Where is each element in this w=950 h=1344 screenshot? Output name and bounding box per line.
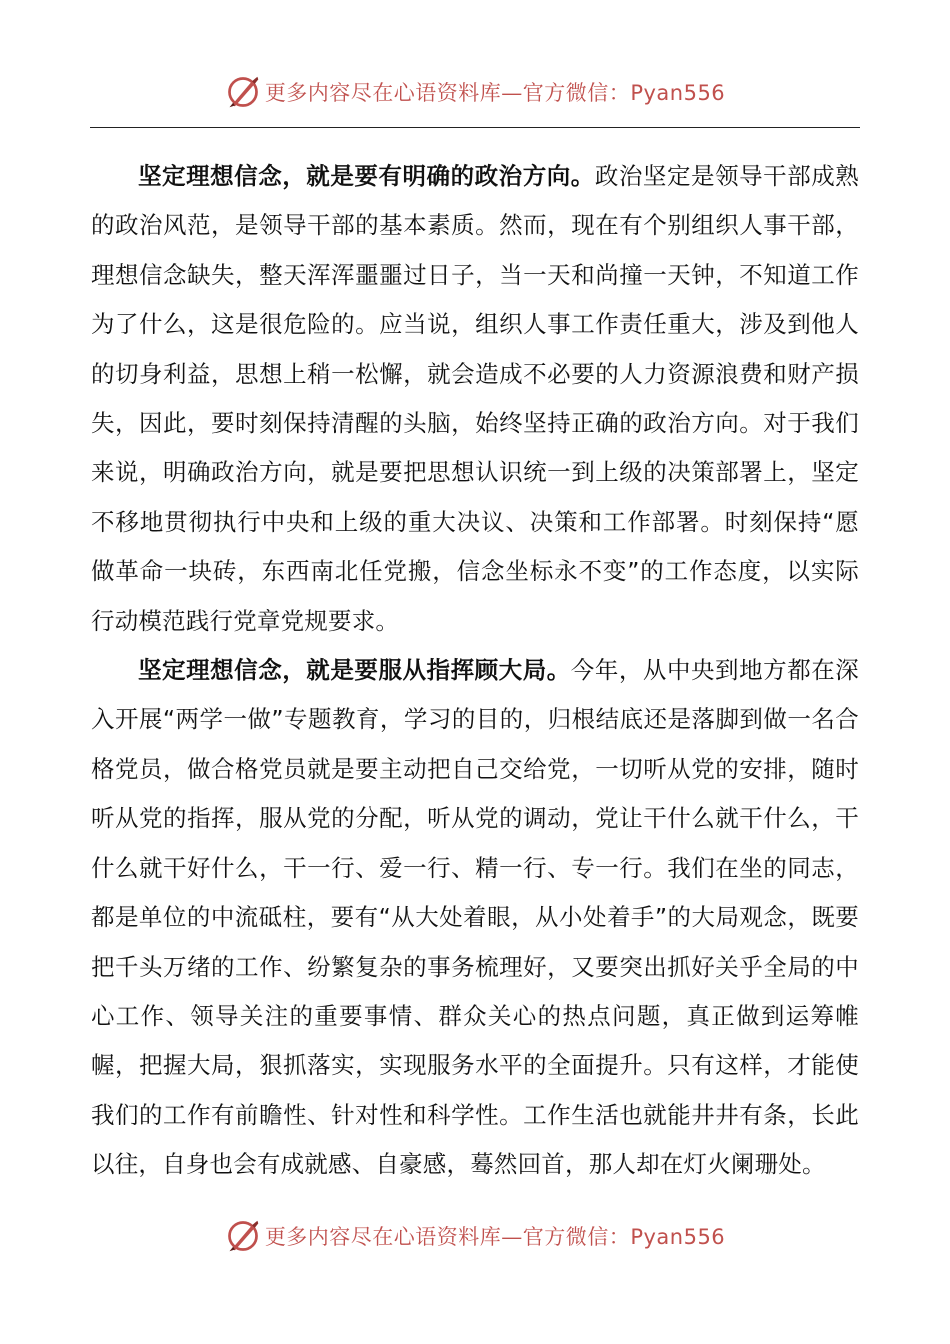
header-banner-text: 更多内容尽在心语资料库—官方微信：Pyan556 bbox=[264, 81, 726, 105]
paragraph bbox=[91, 152, 859, 646]
paragraph-body: 今年，从中央到地方都在深入开展“两学一做”专题教育，学习的目的，归根结底还是落脚到做一名合格党员，做合格党员就是要主动把自己交给党，一切听从党的安排，随时听从党的指挥，服从党的分配，听从党的调动，党让干什么就干什么，干什么就干好什么，干一行、爱一行、精一行、专一行。我们在坐的同志，都是单位的中流砥柱，要有“从大处着眼，从小处着手”的大局观念，既要把千头万绪的工作、纷繁复杂的事务梳理好，又要突出抓好关乎全局的中心工作、领导关注的重要事情、群众关心的热点问题，真正做到运筹帷幄，把握大局，狠抓落实，实现服务水平的全面提升。只有这样，才能使我们的工作有前瞻性、针对性和科学性。工作生活也就能井井有条，长此以往，自身也会有成就感、自豪感，蓦然回首，那人却在灯火阑珊处。 bbox=[91, 656, 859, 1179]
paragraph bbox=[91, 646, 859, 1189]
header-wechat-id: Pyan556 bbox=[630, 81, 726, 105]
pen-logo-icon bbox=[225, 1218, 261, 1254]
footer-wechat-id: Pyan556 bbox=[630, 1225, 726, 1249]
pen-logo-icon bbox=[225, 74, 261, 110]
header-divider bbox=[90, 127, 860, 128]
footer-banner-text: 更多内容尽在心语资料库—官方微信：Pyan556 bbox=[264, 1225, 726, 1249]
header-banner bbox=[0, 70, 950, 114]
footer-banner bbox=[0, 1214, 950, 1258]
paragraph-lead: 坚定理想信念，就是要有明确的政治方向。 bbox=[138, 162, 595, 190]
paragraph-body: 政治坚定是领导干部成熟的政治风范，是领导干部的基本素质。然而，现在有个别组织人事干部，理想信念缺失，整天浑浑噩噩过日子，当一天和尚撞一天钟，不知道工作为了什么，这是很危险的。应当说，组织人事工作责任重大，涉及到他人的切身利益，思想上稍一松懈，就会造成不必要的人力资源浪费和财产损失，因此，要时刻保持清醒的头脑，始终坚持正确的政治方向。对于我们来说，明确政治方向，就是要把思想认识统一到上级的决策部署上，坚定不移地贯彻执行中央和上级的重大决议、决策和工作部署。时刻保持“愿做革命一块砖，东西南北任党搬，信念坐标永不变”的工作态度，以实际行动模范践行党章党规要求。 bbox=[91, 162, 859, 635]
paragraph-lead: 坚定理想信念，就是要服从指挥顾大局。 bbox=[138, 656, 571, 685]
document-body bbox=[91, 152, 859, 1190]
